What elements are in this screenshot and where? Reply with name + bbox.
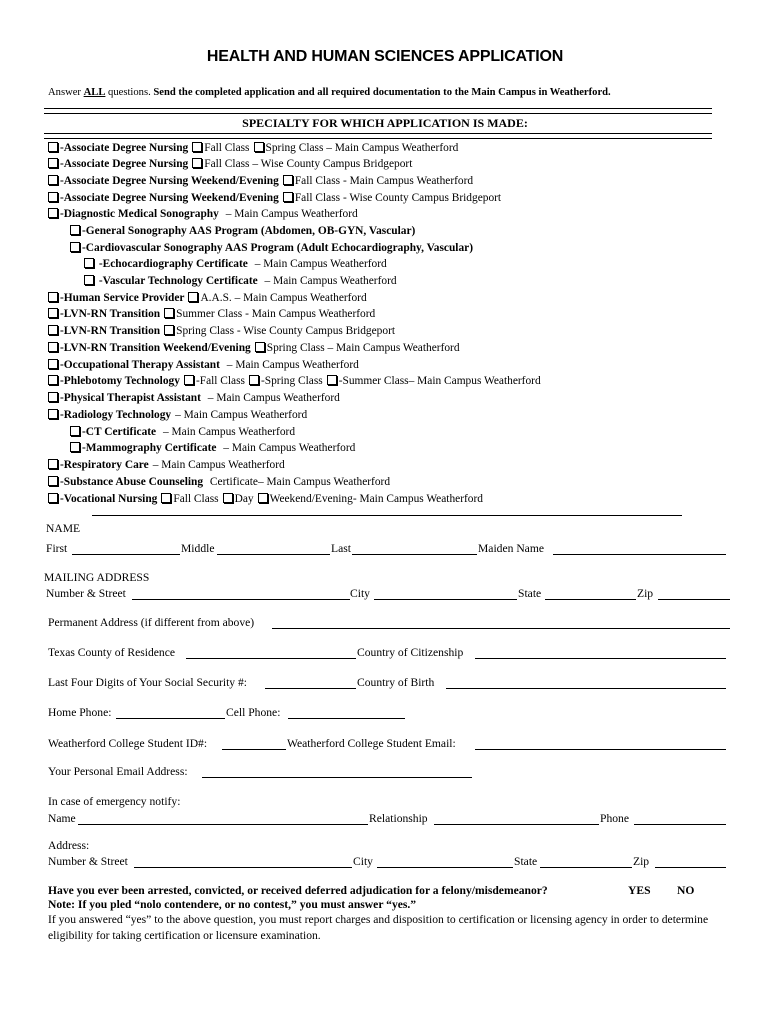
specialty-program-label: -LVN-RN Transition xyxy=(60,325,161,337)
specialty-program-label: -Cardiovascular Sonography AAS Program (Adult Echocardiography, Vascular) xyxy=(82,242,474,254)
specialty-header: SPECIALTY FOR WHICH APPLICATION IS MADE: xyxy=(242,116,528,130)
specialty-program-label: -CT Certificate xyxy=(82,426,157,438)
specialty-option-label: Fall Class - Main Campus Weatherford xyxy=(294,175,474,187)
instructions: Answer ALL questions. Send the completed application and all required documentation to the Main Campus in Weatherford. xyxy=(48,87,611,98)
specialty-option-label: Spring Class - Wise County Campus Bridgeport xyxy=(176,325,396,337)
felony-question: Have you ever been arrested, convicted, or received deferred adjudication for a felony/misdemeanor? xyxy=(48,884,548,897)
emergency-zip-label: Zip xyxy=(633,855,650,868)
specialty-checkbox[interactable] xyxy=(70,225,80,235)
specialty-item xyxy=(48,140,458,156)
specialty-option-label: Fall Class - Wise County Campus Bridgeport xyxy=(294,192,502,204)
specialty-item xyxy=(48,457,285,473)
county-field[interactable] xyxy=(186,646,356,659)
specialty-item xyxy=(48,340,460,356)
specialty-program-label: -General Sonography AAS Program (Abdomen, OB-GYN, Vascular) xyxy=(82,225,416,237)
zip-field[interactable] xyxy=(658,587,730,600)
emergency-city-label: City xyxy=(353,855,373,868)
emergency-street-label: Number & Street xyxy=(48,855,128,868)
specialty-option-label: – Main Campus Weatherford xyxy=(222,208,358,220)
specialty-item xyxy=(48,373,541,389)
mailing-header: MAILING ADDRESS xyxy=(44,571,150,584)
ssn-label: Last Four Digits of Your Social Security #: xyxy=(48,676,248,689)
specialty-option-label: Spring Class – Main Campus Weatherford xyxy=(266,342,460,354)
personal-email-field[interactable] xyxy=(202,765,472,778)
citizenship-field[interactable] xyxy=(475,646,726,659)
specialty-program-label: -Substance Abuse Counseling xyxy=(60,476,204,488)
last-label: Last xyxy=(331,542,351,555)
specialty-checkbox[interactable] xyxy=(48,192,58,202)
home-phone-field[interactable] xyxy=(116,706,225,719)
specialty-option-checkbox[interactable] xyxy=(223,493,233,503)
specialty-program-label: -Phlebotomy Technology xyxy=(60,375,180,387)
maiden-name-field[interactable] xyxy=(553,542,726,555)
cell-phone-field[interactable] xyxy=(288,706,405,719)
permanent-label: Permanent Address (if different from above) xyxy=(48,616,255,629)
specialty-option-label: Spring Class – Main Campus Weatherford xyxy=(265,142,459,154)
specialty-option-checkbox[interactable] xyxy=(255,342,265,352)
cell-phone-label: Cell Phone: xyxy=(226,706,281,719)
specialty-item xyxy=(48,290,367,306)
specialty-option-checkbox[interactable] xyxy=(161,493,171,503)
specialty-checkbox[interactable] xyxy=(48,359,58,369)
middle-label: Middle xyxy=(181,542,215,555)
specialty-option-label: Fall Class xyxy=(204,142,250,154)
specialty-option-checkbox[interactable] xyxy=(164,308,174,318)
city-label: City xyxy=(350,587,370,600)
specialty-option-checkbox[interactable] xyxy=(258,493,268,503)
specialty-option-label: A.A.S. – Main Campus Weatherford xyxy=(200,292,367,304)
specialty-item xyxy=(48,357,359,373)
specialty-option-checkbox[interactable] xyxy=(192,158,202,168)
specialty-option-label: Fall Class xyxy=(173,493,219,505)
state-label: State xyxy=(518,587,542,600)
specialty-option-label: Weekend/Evening- Main Campus Weatherford xyxy=(269,493,483,505)
specialty-checkbox[interactable] xyxy=(84,275,94,285)
specialty-checkbox[interactable] xyxy=(70,426,80,436)
student-email-label: Weatherford College Student Email: xyxy=(287,737,456,750)
specialty-option-label: Summer Class - Main Campus Weatherford xyxy=(176,308,376,320)
specialty-option-checkbox[interactable] xyxy=(164,325,174,335)
birth-label: Country of Birth xyxy=(357,676,435,689)
specialty-program-label: -Associate Degree Nursing Weekend/Evening xyxy=(60,192,279,204)
emergency-phone-label: Phone xyxy=(600,812,629,825)
emergency-phone-field[interactable] xyxy=(634,812,726,825)
specialty-checkbox[interactable] xyxy=(48,308,58,318)
zip-label: Zip xyxy=(637,587,654,600)
specialty-program-label: -Vocational Nursing xyxy=(60,493,158,505)
emergency-street-field[interactable] xyxy=(134,855,352,868)
specialty-item xyxy=(48,474,390,490)
student-email-field[interactable] xyxy=(475,737,726,750)
specialty-checkbox[interactable] xyxy=(48,342,58,352)
ssn-field[interactable] xyxy=(265,676,356,689)
specialty-option-label: – Main Campus Weatherford xyxy=(261,275,397,287)
specialty-checkbox[interactable] xyxy=(48,375,58,385)
specialty-checkbox[interactable] xyxy=(48,292,58,302)
specialty-checkbox[interactable] xyxy=(48,175,58,185)
specialty-option-checkbox[interactable] xyxy=(254,142,264,152)
emergency-city-field[interactable] xyxy=(377,855,513,868)
specialty-checkbox[interactable] xyxy=(48,409,58,419)
personal-email-label: Your Personal Email Address: xyxy=(48,765,188,778)
specialty-option-checkbox[interactable] xyxy=(188,292,198,302)
felony-no-option[interactable]: NO xyxy=(677,884,695,897)
emergency-zip-field[interactable] xyxy=(655,855,726,868)
specialty-option-label: Certificate– Main Campus Weatherford xyxy=(207,476,391,488)
permanent-address-field[interactable] xyxy=(272,616,730,629)
specialty-option-label: – Main Campus Weatherford xyxy=(223,359,359,371)
specialty-option-label: – Main Campus Weatherford xyxy=(251,258,387,270)
student-id-field[interactable] xyxy=(222,737,286,750)
specialty-item xyxy=(48,156,412,172)
specialty-option-label: -Summer Class– Main Campus Weatherford xyxy=(338,375,541,387)
specialty-program-label: -Respiratory Care xyxy=(60,459,149,471)
specialty-option-label: – Main Campus Weatherford xyxy=(152,459,285,471)
specialty-program-label: -Occupational Therapy Assistant xyxy=(60,359,220,371)
specialty-option-checkbox[interactable] xyxy=(184,375,194,385)
specialty-option-checkbox[interactable] xyxy=(283,175,293,185)
county-label: Texas County of Residence xyxy=(48,646,176,659)
specialty-option-label: – Main Campus Weatherford xyxy=(220,442,356,454)
specialty-option-checkbox[interactable] xyxy=(327,375,337,385)
specialty-option-label: -Spring Class xyxy=(260,375,323,387)
specialty-program-label: -Vascular Technology Certificate xyxy=(96,275,258,287)
specialty-checkbox[interactable] xyxy=(48,392,58,402)
specialty-option-label: -Fall Class xyxy=(195,375,245,387)
divider-top xyxy=(44,108,712,114)
specialty-option-checkbox[interactable] xyxy=(249,375,259,385)
street-label: Number & Street xyxy=(46,587,126,600)
specialty-item xyxy=(48,491,483,507)
specialty-checkbox[interactable] xyxy=(84,258,94,268)
first-name-field[interactable] xyxy=(72,542,180,555)
emergency-name-field[interactable] xyxy=(78,812,368,825)
specialty-item xyxy=(48,390,340,406)
first-label: First xyxy=(46,542,68,555)
home-phone-label: Home Phone: xyxy=(48,706,112,719)
specialty-program-label: -Associate Degree Nursing xyxy=(60,142,189,154)
relationship-field[interactable] xyxy=(434,812,599,825)
state-field[interactable] xyxy=(545,587,636,600)
emergency-label: In case of emergency notify: xyxy=(48,795,181,808)
specialty-item xyxy=(70,240,473,256)
felony-yes-option[interactable]: YES xyxy=(628,884,651,897)
specialty-item xyxy=(48,206,358,222)
specialty-program-label: -Mammography Certificate xyxy=(82,442,217,454)
specialty-checkbox[interactable] xyxy=(70,242,80,252)
specialty-option-checkbox[interactable] xyxy=(192,142,202,152)
specialty-program-label: -Radiology Technology xyxy=(60,409,172,421)
city-field[interactable] xyxy=(374,587,517,600)
emergency-state-field[interactable] xyxy=(540,855,632,868)
specialty-item xyxy=(48,190,501,206)
specialty-option-checkbox[interactable] xyxy=(283,192,293,202)
specialty-option-label: – Main Campus Weatherford xyxy=(175,409,308,421)
specialty-option-label: Day xyxy=(234,493,254,505)
specialty-item xyxy=(70,223,415,239)
specialty-program-label: -LVN-RN Transition Weekend/Evening xyxy=(60,342,251,354)
specialty-program-label: -Associate Degree Nursing Weekend/Evening xyxy=(60,175,279,187)
emergency-address-label: Address: xyxy=(48,839,90,852)
specialty-program-label: -Echocardiography Certificate xyxy=(96,258,248,270)
birth-country-field[interactable] xyxy=(446,676,726,689)
specialty-checkbox[interactable] xyxy=(70,442,80,452)
specialty-item xyxy=(84,256,387,272)
middle-name-field[interactable] xyxy=(217,542,330,555)
street-field[interactable] xyxy=(132,587,350,600)
specialty-checkbox[interactable] xyxy=(48,459,58,469)
specialty-option-label: Fall Class – Wise County Campus Bridgeport xyxy=(204,158,413,170)
specialty-item xyxy=(48,323,395,339)
specialty-program-label: -Human Service Provider xyxy=(60,292,185,304)
relationship-label: Relationship xyxy=(369,812,428,825)
felony-paragraph: If you answered “yes” to the above question, you must report charges and disposition to certification or licensing agency in order to determine eligibility for taking certification or licensure examination. xyxy=(48,913,709,942)
specialty-item xyxy=(70,424,295,440)
specialty-item xyxy=(70,440,355,456)
specialty-item xyxy=(48,306,375,322)
specialty-program-label: -Diagnostic Medical Sonography xyxy=(60,208,219,220)
student-id-label: Weatherford College Student ID#: xyxy=(48,737,208,750)
specialty-checkbox[interactable] xyxy=(48,158,58,168)
divider-specialty xyxy=(44,133,712,139)
specialty-checkbox[interactable] xyxy=(48,493,58,503)
specialty-program-label: -Physical Therapist Assistant xyxy=(60,392,201,404)
specialty-checkbox[interactable] xyxy=(48,142,58,152)
divider-specialty-end xyxy=(92,515,682,516)
maiden-label: Maiden Name xyxy=(478,542,544,555)
specialty-checkbox[interactable] xyxy=(48,208,58,218)
specialty-program-label: -LVN-RN Transition xyxy=(60,308,161,320)
specialty-checkbox[interactable] xyxy=(48,476,58,486)
page-title: HEALTH AND HUMAN SCIENCES APPLICATION xyxy=(206,48,564,65)
specialty-item xyxy=(48,407,307,423)
emergency-state-label: State xyxy=(514,855,538,868)
specialty-item xyxy=(84,273,397,289)
specialty-option-label: – Main Campus Weatherford xyxy=(160,426,296,438)
specialty-checkbox[interactable] xyxy=(48,325,58,335)
emergency-name-label: Name xyxy=(48,812,76,825)
last-name-field[interactable] xyxy=(352,542,477,555)
specialty-item xyxy=(48,173,473,189)
specialty-option-label: – Main Campus Weatherford xyxy=(204,392,340,404)
name-header: NAME xyxy=(46,522,81,535)
specialty-program-label: -Associate Degree Nursing xyxy=(60,158,189,170)
citizenship-label: Country of Citizenship xyxy=(357,646,464,659)
felony-note: Note: If you pled “nolo contendere, or no contest,” you must answer “yes.” xyxy=(48,898,417,911)
